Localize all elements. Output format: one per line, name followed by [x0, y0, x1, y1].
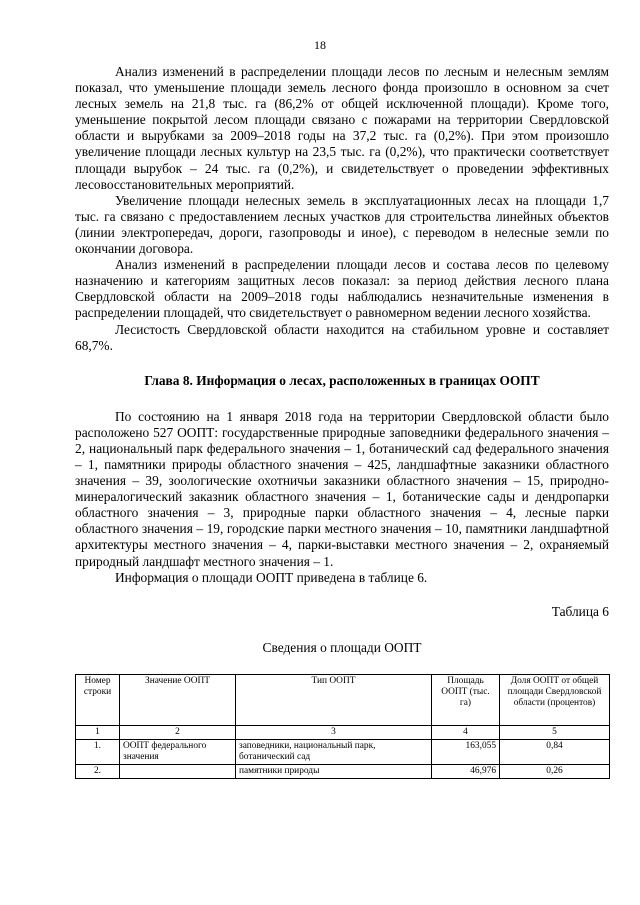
column-number: 1 [76, 725, 120, 739]
paragraph-purpose-distribution: Анализ изменений в распределении площади лесов и состава лесов по целевому назначению и категориям защитных лесов показал: за период действия лесного плана Свердловской области на 2009–2018 годы наблюдались незначительные изменения в распределении площадей, что свидетельствует о равномерном ведении лесного хозяйства. [75, 257, 609, 321]
paragraph-table-reference: Информация о площади ООПТ приведена в таблице 6. [115, 569, 428, 585]
cell-share: 0,84 [500, 739, 610, 764]
table-header-row [76, 674, 610, 725]
table-row [76, 739, 610, 764]
cell-significance: ООПТ федерального значения [120, 739, 236, 764]
paragraph-forest-cover: Лесистость Свердловской области находится на стабильном уровне и составляет 68,7%. [75, 321, 609, 353]
cell-significance [120, 764, 236, 778]
cell-share: 0,26 [500, 764, 610, 778]
table-column-numbers-row [76, 725, 610, 739]
header-significance: Значение ООПТ [120, 674, 236, 725]
paragraph-nonforest-land-increase: Увеличение площади нелесных земель в эксплуатационных лесах на площади 1,7 тыс. га связано с предоставлением лесных участков для строительства линейных объектов (линии электропередач, дороги, газопроводы и иное), с переводом в нелесные земли по окончании договора. [75, 192, 609, 257]
table-title: Сведения о площади ООПТ [262, 639, 422, 655]
column-number: 4 [432, 725, 500, 739]
chapter-title: Глава 8. Информация о лесах, расположенных в границах ООПТ [144, 372, 540, 388]
table-label: Таблица 6 [551, 603, 609, 619]
column-number: 2 [120, 725, 236, 739]
column-number: 5 [500, 725, 610, 739]
cell-row-number: 2. [76, 764, 120, 778]
cell-area: 163,055 [432, 739, 500, 764]
cell-type: памятники природы [236, 764, 432, 778]
paragraph-forest-area-analysis: Анализ изменений в распределении площади лесов по лесным и нелесным землям показал, что уменьшение площади земель лесного фонда произошло в основном за счет лесных земель на 21,8 тыс. га (86,2% от общей исключенной площади). Кроме того, уменьшение покрытой лесом площади связано с пожарами на территории Свердловской области и вырубками за 2009–2018 годы на 37,2 тыс. га (0,2%). При этом произошло увеличение площади лесных культур на 23,5 тыс. га (0,2%), что практически соответствует площади вырубок – 24 тыс. га (0,2%), и свидетельствует о проведении эффективных лесовосстановительных мероприятий. [75, 64, 609, 192]
paragraph-protected-areas-count: По состоянию на 1 января 2018 года на территории Свердловской области было расположено 527 ООПТ: государственные природные заповедники федерального значения – 2, национальный парк федерального значения – 1, ботанический сад федерального значения – 1, памятники природы областного значения – 425, ландшафтные заказники областного значения – 39, зоологические охотничьи заказники областного значения – 15, природно-минералогический заказник областного значения – 1, ботанические сады и дендропарки областного значения – 3, природные парки областного значения – 4, лесные парки областного значения – 19, городские парки местного значения – 10, памятники ландшафтной архитектуры местного значения – 4, парки-выставки местного значения – 2, охраняемый природный ландшафт местного значения – 1. [75, 408, 609, 569]
header-area: Площадь ООПТ (тыс. га) [432, 674, 500, 725]
header-type: Тип ООПТ [236, 674, 432, 725]
header-row-number: Номер строки [76, 674, 120, 725]
page-number: 18 [314, 38, 326, 52]
protected-areas-table [75, 674, 610, 779]
cell-type: заповедники, национальный парк, ботанический сад [236, 739, 432, 764]
header-share: Доля ООПТ от общей площади Свердловской области (процентов) [500, 674, 610, 725]
document-body [75, 64, 609, 779]
column-number: 3 [236, 725, 432, 739]
cell-area: 46,976 [432, 764, 500, 778]
table-row [76, 764, 610, 778]
cell-row-number: 1. [76, 739, 120, 764]
